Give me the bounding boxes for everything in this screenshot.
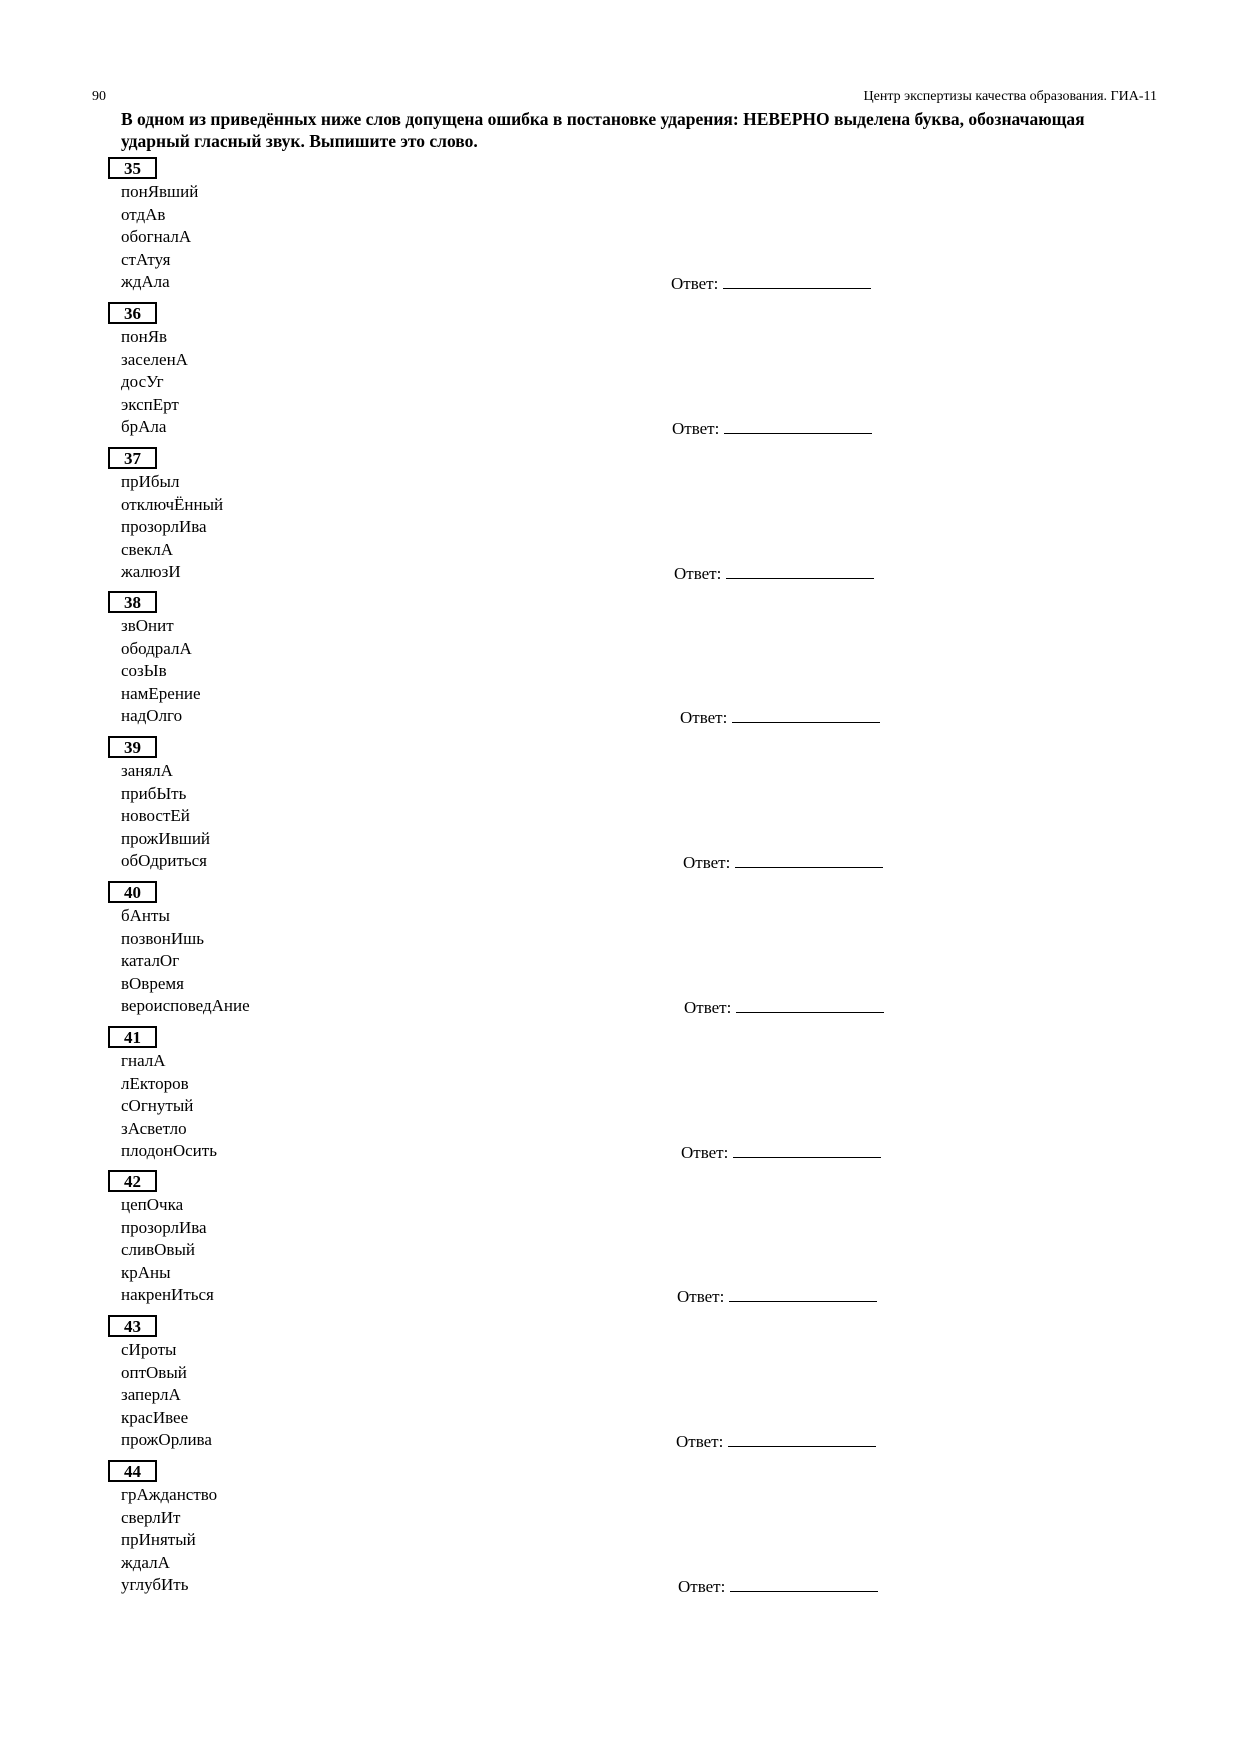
task-block	[108, 447, 1008, 592]
word-item: цепОчка	[121, 1195, 184, 1214]
word-item: ждАла	[121, 272, 170, 291]
task-block	[108, 736, 1008, 881]
answer-row	[672, 416, 872, 440]
answer-label: Ответ:	[676, 1432, 724, 1451]
word-item: оптОвый	[121, 1362, 187, 1382]
answer-row	[678, 1574, 878, 1598]
word-list	[121, 181, 198, 294]
word-item: прозорлИва	[121, 517, 207, 536]
word-item: сИроты	[121, 1340, 177, 1359]
word-item: понЯв	[121, 327, 168, 346]
word-item: ободралА	[121, 638, 192, 658]
word-item: жалюзИ	[121, 562, 181, 581]
answer-row	[684, 995, 884, 1019]
task-block	[108, 1315, 1008, 1460]
word-item: новостЕй	[121, 806, 190, 825]
answer-row	[681, 1140, 881, 1164]
task-block	[108, 881, 1008, 1026]
word-item: грАжданство	[121, 1485, 218, 1504]
word-item: сливОвый	[121, 1240, 195, 1259]
task-number: 43	[108, 1315, 157, 1337]
word-item: надОлго	[121, 706, 183, 725]
word-item: прозорлИва	[121, 1217, 207, 1237]
word-item: отдАв	[121, 204, 166, 224]
word-list	[121, 1339, 212, 1452]
word-item: позвонИшь	[121, 928, 204, 948]
word-item: накренИться	[121, 1285, 214, 1304]
word-item: углубИть	[121, 1575, 189, 1594]
task-number: 39	[108, 736, 157, 758]
task-number: 42	[108, 1170, 157, 1192]
word-item: прИнятый	[121, 1530, 196, 1549]
answer-field[interactable]	[730, 1574, 878, 1592]
instruction-text: В одном из приведённых ниже слов допущена ошибка в постановке ударения: НЕВЕРНО выделена буква, обозначающая ударный гласный звук. Выпишите это слово.	[121, 109, 1085, 151]
task-number: 35	[108, 157, 157, 179]
answer-field[interactable]	[729, 1284, 877, 1302]
answer-label: Ответ:	[684, 998, 732, 1017]
word-item: обОдриться	[121, 851, 207, 870]
task-number: 37	[108, 447, 157, 469]
word-list	[121, 905, 250, 1018]
answer-label: Ответ:	[671, 274, 719, 293]
word-item: прибЫть	[121, 783, 187, 803]
word-item: каталОг	[121, 951, 180, 970]
task-block	[108, 302, 1008, 447]
word-item: созЫв	[121, 661, 167, 680]
word-item: отключЁнный	[121, 494, 224, 514]
answer-row	[676, 1429, 876, 1453]
answer-label: Ответ:	[672, 419, 720, 438]
answer-label: Ответ:	[683, 853, 731, 872]
task-number: 40	[108, 881, 157, 903]
answer-field[interactable]	[723, 271, 871, 289]
header-title: Центр экспертизы качества образования. ГИА-11	[863, 89, 1157, 104]
answer-label: Ответ:	[681, 1143, 729, 1162]
answer-label: Ответ:	[677, 1287, 725, 1306]
word-item: заселенА	[121, 349, 188, 369]
answer-field[interactable]	[735, 850, 883, 868]
word-list	[121, 1194, 214, 1307]
word-list	[121, 471, 223, 584]
answer-field[interactable]	[736, 995, 884, 1013]
answer-row	[683, 850, 883, 874]
word-item: лЕкторов	[121, 1073, 189, 1093]
word-item: вОвремя	[121, 973, 184, 993]
word-item: занялА	[121, 761, 173, 780]
task-number: 44	[108, 1460, 157, 1482]
word-list	[121, 760, 210, 873]
word-item: сверлИт	[121, 1507, 181, 1527]
answer-field[interactable]	[724, 416, 872, 434]
word-item: зАсветло	[121, 1118, 187, 1138]
task-block	[108, 157, 1008, 302]
word-item: прожОрлива	[121, 1430, 212, 1449]
answer-label: Ответ:	[680, 708, 728, 727]
word-item: красИвее	[121, 1407, 189, 1427]
task-block	[108, 1026, 1008, 1171]
answer-row	[671, 271, 871, 295]
word-item: звОнит	[121, 616, 174, 635]
word-item: досУг	[121, 372, 164, 391]
task-number: 38	[108, 591, 157, 613]
word-item: прожИвший	[121, 828, 211, 848]
answer-row	[677, 1284, 877, 1308]
word-item: стАтуя	[121, 249, 171, 269]
task-block	[108, 1460, 1008, 1605]
word-item: обогналА	[121, 227, 192, 246]
answer-row	[674, 561, 874, 585]
word-list	[121, 326, 188, 439]
task-number: 36	[108, 302, 157, 324]
answer-field[interactable]	[726, 561, 874, 579]
word-item: плодонОсить	[121, 1141, 217, 1160]
word-item: свеклА	[121, 539, 174, 559]
word-item: брАла	[121, 417, 167, 436]
word-list	[121, 1484, 217, 1597]
answer-field[interactable]	[733, 1140, 881, 1158]
answer-label: Ответ:	[674, 564, 722, 583]
task-block	[108, 1170, 1008, 1315]
answer-label: Ответ:	[678, 1577, 726, 1596]
answer-row	[680, 705, 880, 729]
page-number: 90	[92, 89, 106, 104]
word-item: бАнты	[121, 906, 170, 925]
answer-field[interactable]	[732, 705, 880, 723]
word-item: гналА	[121, 1051, 166, 1070]
word-item: сОгнутый	[121, 1096, 194, 1115]
task-number: 41	[108, 1026, 157, 1048]
word-item: крАны	[121, 1262, 171, 1282]
word-item: экспЕрт	[121, 394, 179, 414]
word-item: понЯвший	[121, 182, 199, 201]
word-list	[121, 1050, 217, 1163]
word-item: заперлА	[121, 1385, 181, 1404]
word-list	[121, 615, 201, 728]
word-item: прИбыл	[121, 472, 180, 491]
answer-field[interactable]	[728, 1429, 876, 1447]
word-item: намЕрение	[121, 683, 201, 703]
task-block	[108, 591, 1008, 736]
word-item: вероисповедАние	[121, 996, 250, 1015]
word-item: ждалА	[121, 1552, 170, 1572]
